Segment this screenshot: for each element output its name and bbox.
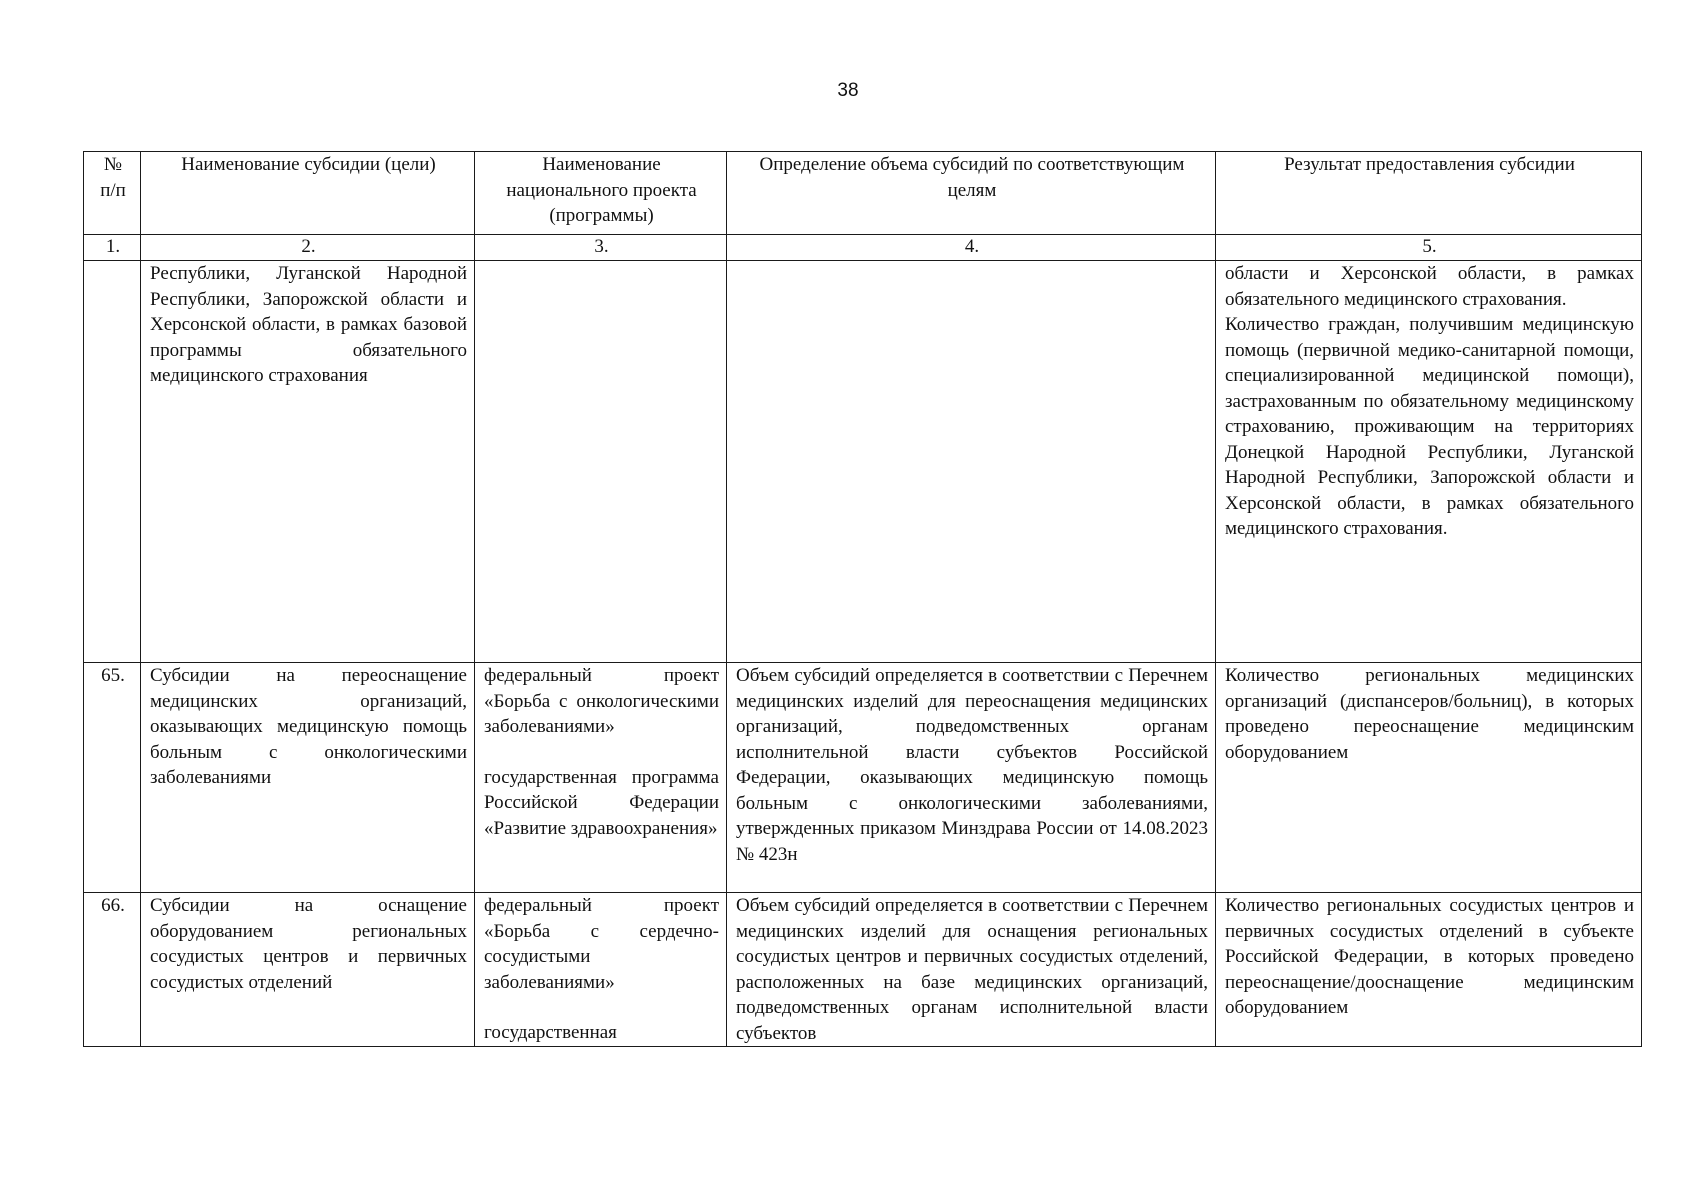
volume-cell: Объем субсидий определяется в соответствии с Перечнем медицинских изделий для переоснащения медицинских организаций, подведомственных органам исполнительной власти субъектов Российской Федерации, оказывающих медицинскую помощь больным с онкологическими заболеваниями, утвержденных приказом Минздрава России от 14.08.2023 № 423н xyxy=(727,663,1216,893)
result-text: области и Херсонской области, в рамках обязательного медицинского страхования. xyxy=(1225,263,1634,310)
header-result: Результат предоставления субсидии xyxy=(1216,152,1642,235)
column-number: 2. xyxy=(141,235,475,261)
project-text: государственная xyxy=(484,1022,617,1043)
volume-cell: Объем субсидий определяется в соответствии с Перечнем медицинских изделий для оснащения региональных сосудистых центров и первичных сосудистых отделений, расположенных на базе медицинских организаций, подведомственных органам исполнительной власти субъектов xyxy=(727,893,1216,1047)
row-number: 65. xyxy=(84,663,141,893)
result-text: Количество граждан, получившим медицинскую помощь (первичной медико-санитарной помощи, специализированной медицинской помощи), застрахованным по обязательному медицинскому страхованию, проживающим на территориях Донецкой Народной Республики, Луганской Народной Республики, Запорожской области и Херсонской области, в рамках обязательного медицинского страхования. xyxy=(1225,314,1634,539)
result-cell xyxy=(1216,261,1642,663)
row-number xyxy=(84,261,141,663)
table-row xyxy=(84,893,1642,1047)
header-national-project: Наименование национального проекта (программы) xyxy=(475,152,727,235)
subsidy-name-cell: Республики, Луганской Народной Республики, Запорожской области и Херсонской области, в рамках базовой программы обязательного медицинского страхования xyxy=(141,261,475,663)
result-cell xyxy=(1216,663,1642,893)
project-text: федеральный проект «Борьба с сердечно-сосудистыми заболеваниями» xyxy=(484,895,719,993)
national-project-cell xyxy=(475,663,727,893)
column-number: 5. xyxy=(1216,235,1642,261)
volume-cell xyxy=(727,261,1216,663)
table-row xyxy=(84,261,1642,663)
project-text: государственная программа Российской Федерации «Развитие здравоохранения» xyxy=(484,766,719,839)
result-cell xyxy=(1216,893,1642,1047)
subsidy-table xyxy=(83,151,1642,1047)
column-number-row xyxy=(84,235,1642,261)
column-number: 1. xyxy=(84,235,141,261)
result-text: Количество региональных медицинских организаций (диспансеров/больниц), в которых проведено переоснащение медицинским оборудованием xyxy=(1225,665,1634,763)
row-number: 66. xyxy=(84,893,141,1047)
national-project-cell xyxy=(475,261,727,663)
national-project-cell xyxy=(475,893,727,1047)
subsidy-name-cell: Субсидии на оснащение оборудованием региональных сосудистых центров и первичных сосудистых отделений xyxy=(141,893,475,1047)
result-text: Количество региональных сосудистых центров и первичных сосудистых отделений в субъекте Российской Федерации, в которых проведено переоснащение/дооснащение медицинским оборудованием xyxy=(1225,895,1634,1018)
column-number: 4. xyxy=(727,235,1216,261)
column-number: 3. xyxy=(475,235,727,261)
page-number: 38 xyxy=(837,80,859,101)
table-row xyxy=(84,663,1642,893)
paragraph-gap xyxy=(484,740,719,765)
subsidy-name-cell: Субсидии на переоснащение медицинских организаций, оказывающих медицинскую помощь больным с онкологическими заболеваниями xyxy=(141,663,475,893)
header-volume-determination: Определение объема субсидий по соответствующим целям xyxy=(727,152,1216,235)
paragraph-gap xyxy=(484,995,719,1020)
header-subsidy-name: Наименование субсидии (цели) xyxy=(141,152,475,235)
project-text: федеральный проект «Борьба с онкологическими заболеваниями» xyxy=(484,665,719,737)
header-num: № п/п xyxy=(84,152,141,235)
header-row xyxy=(84,152,1642,235)
